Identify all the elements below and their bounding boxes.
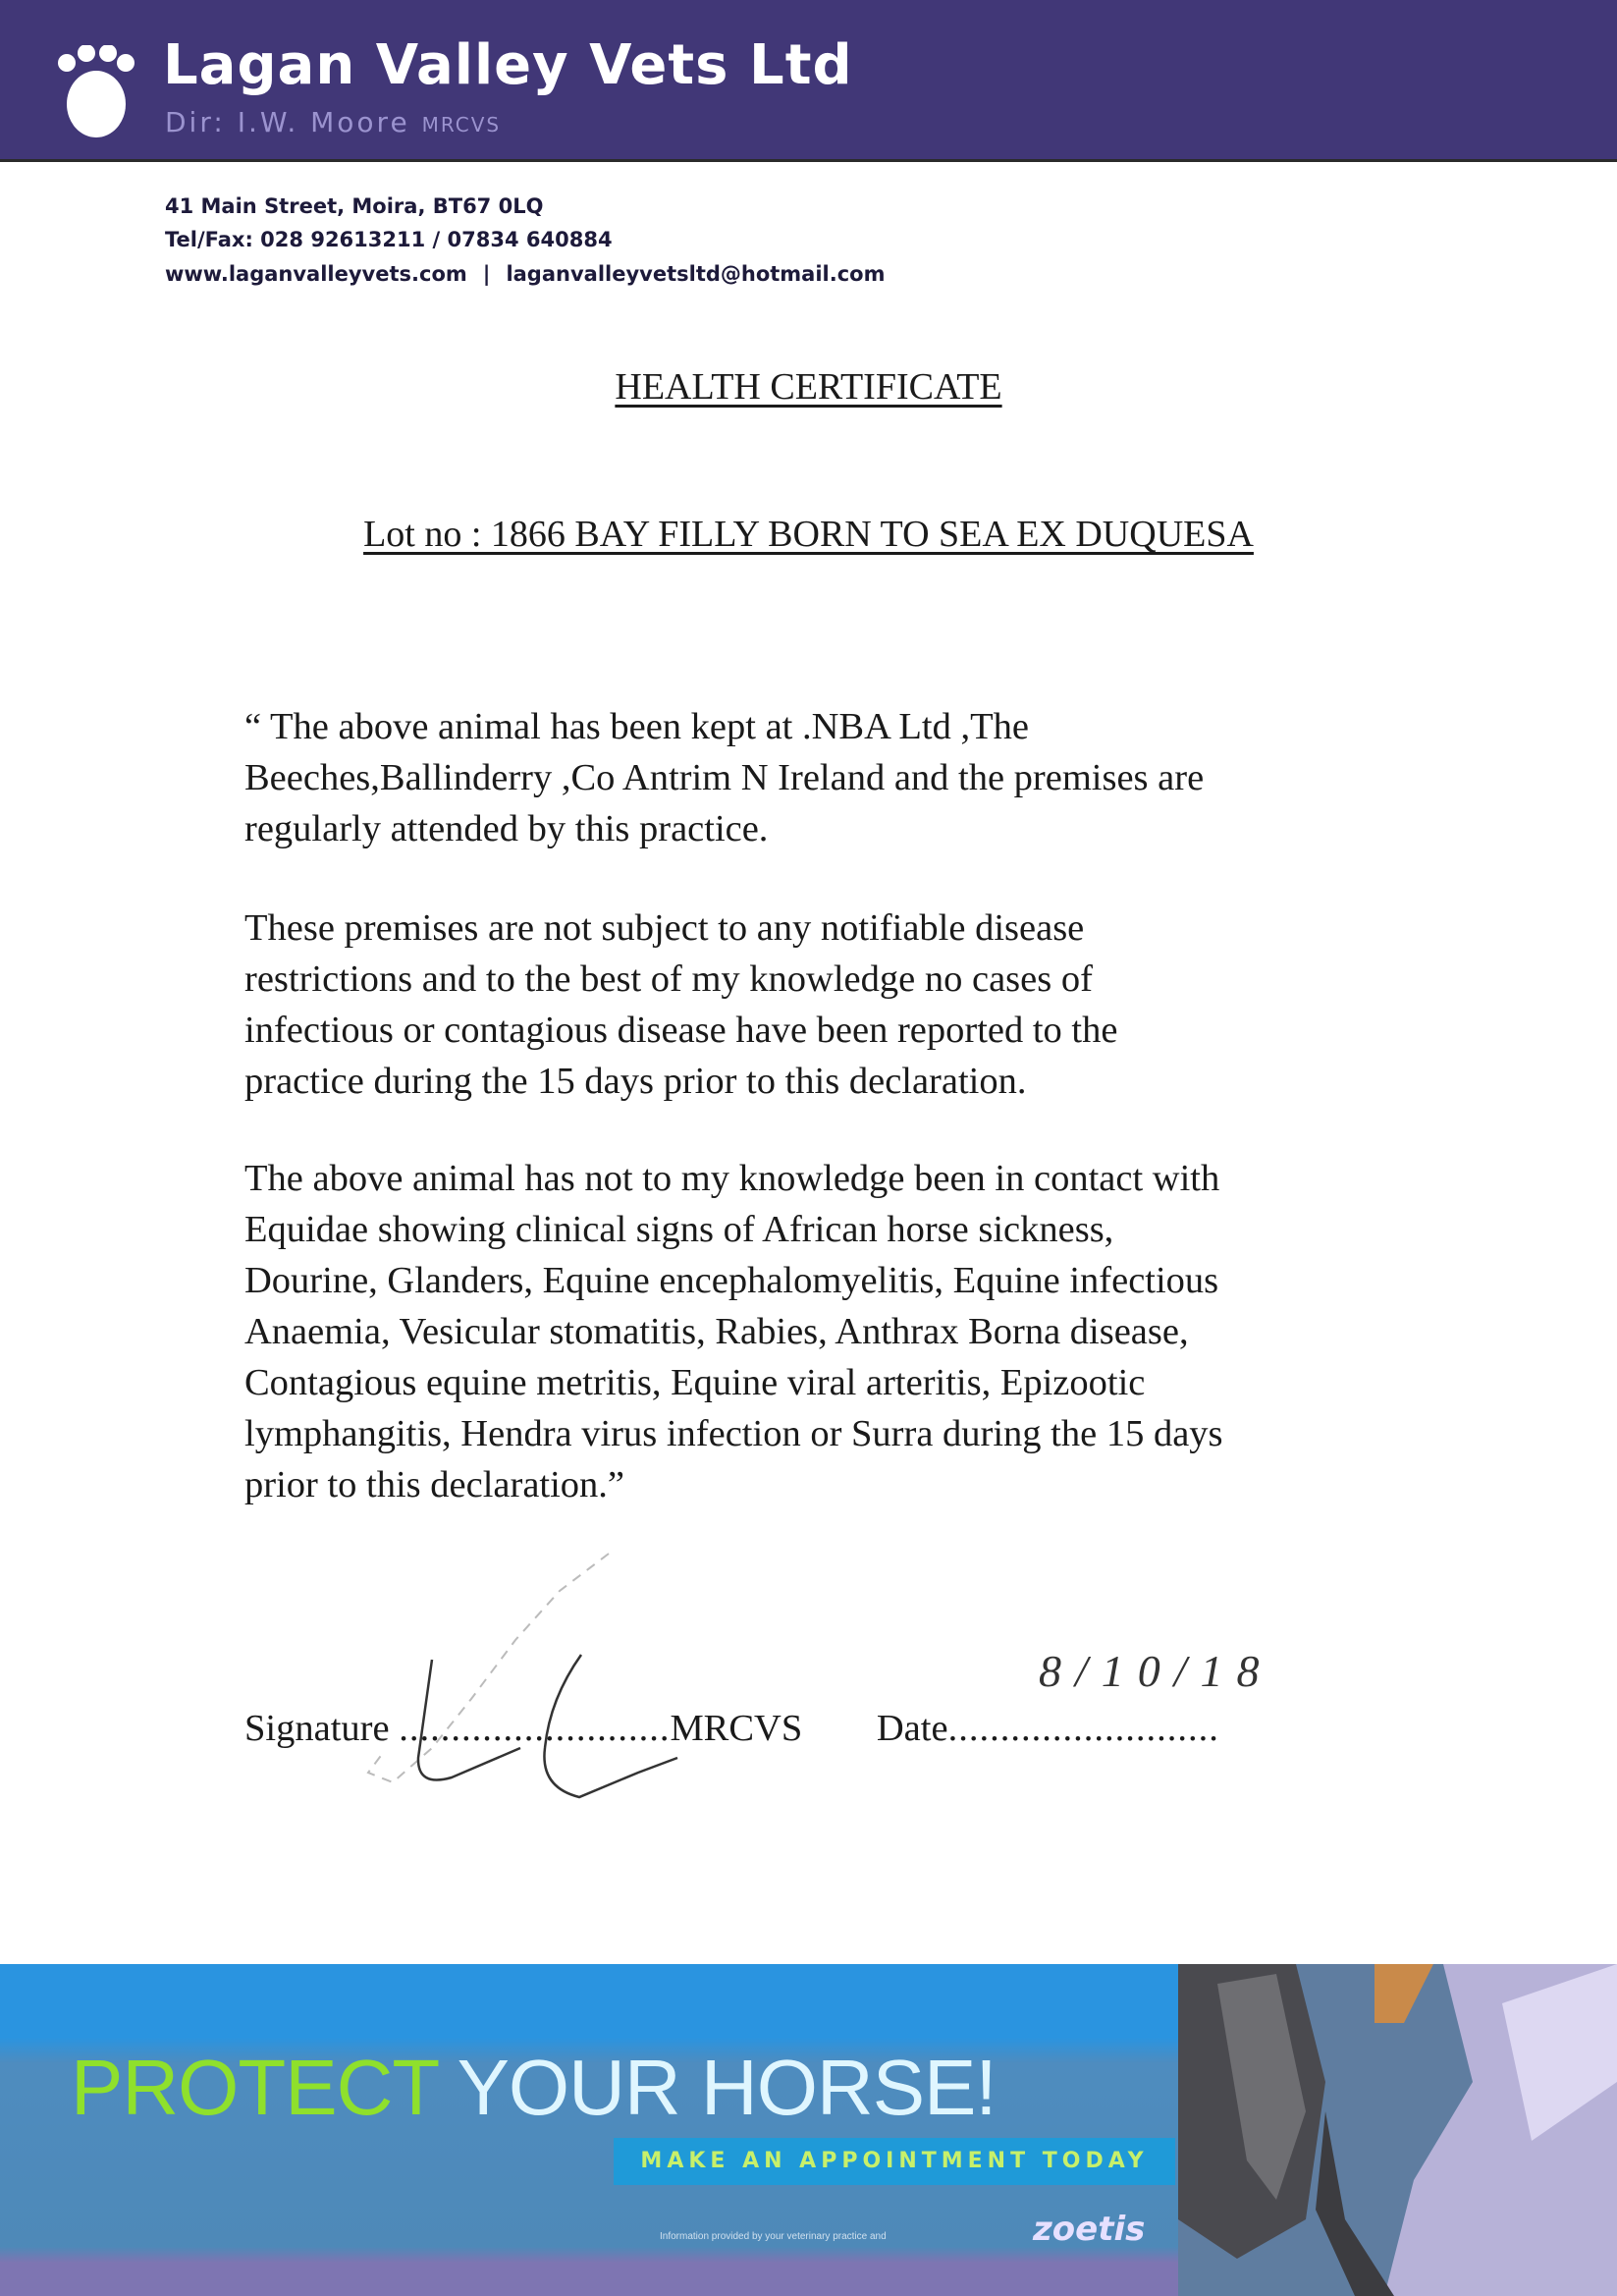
cta-text: MAKE AN APPOINTMENT TODAY — [640, 2149, 1149, 2173]
document-title: HEALTH CERTIFICATE — [615, 366, 1002, 408]
signature-dots: .......................... — [399, 1708, 671, 1749]
signature-suffix: MRCVS — [670, 1708, 803, 1749]
text-line: infectious or contagious disease have been reported to the — [244, 1010, 1118, 1051]
date-label: Date — [876, 1708, 948, 1749]
text-line: “ The above animal has been kept at .NBA Ltd ,The — [244, 706, 1029, 747]
paragraph-diseases — [244, 1153, 1423, 1510]
advertisement-banner — [0, 1964, 1617, 2296]
text-line: Equidae showing clinical signs of African horse sickness, — [244, 1209, 1114, 1250]
paragraph-premises — [244, 701, 1423, 854]
signature-label: Signature — [244, 1708, 390, 1749]
website-link[interactable]: www.laganvalleyvets.com — [165, 262, 467, 286]
lot-number: Lot no : 1866 BAY FILLY BORN TO SEA EX DUQUESA — [363, 514, 1254, 555]
director-line — [165, 106, 501, 138]
text-line: restrictions and to the best of my knowledge no cases of — [244, 958, 1093, 1000]
date-dots: .......................... — [947, 1708, 1219, 1749]
paw-print-logo-icon — [57, 45, 135, 139]
text-line: lymphangitis, Hendra virus infection or Surra during the 15 days — [244, 1413, 1223, 1454]
fine-print: Information provided by your veterinary practice and — [660, 2231, 887, 2242]
text-line: Beeches,Ballinderry ,Co Antrim N Ireland and the premises are — [244, 757, 1205, 798]
email-link[interactable]: laganvalleyvetsltd@hotmail.com — [506, 262, 886, 286]
handwritten-signature — [324, 1532, 874, 1817]
appointment-cta — [614, 2138, 1175, 2185]
zoetis-logo: zoetis — [1033, 2210, 1146, 2249]
horse-rider-photo — [1178, 1964, 1617, 2296]
text-line: practice during the 15 days prior to this declaration. — [244, 1061, 1027, 1102]
separator: | — [482, 262, 491, 286]
text-line: Contagious equine metritis, Equine viral arteritis, Epizootic — [244, 1362, 1146, 1403]
text-line: prior to this declaration.” — [244, 1464, 625, 1505]
banner-slogan — [71, 2044, 997, 2131]
slogan-your-horse: YOUR HORSE! — [457, 2044, 997, 2131]
director-qualification: MRCVS — [421, 113, 502, 137]
text-line: These premises are not subject to any notifiable disease — [244, 907, 1085, 949]
address: 41 Main Street, Moira, BT67 0LQ — [165, 194, 544, 218]
text-line: Dourine, Glanders, Equine encephalomyelitis, Equine infectious — [244, 1260, 1219, 1301]
director-name: Dir: I.W. Moore — [165, 106, 410, 138]
contact-links — [165, 262, 886, 286]
text-line: Anaemia, Vesicular stomatitis, Rabies, Anthrax Borna disease, — [244, 1311, 1189, 1352]
letterhead-banner — [0, 0, 1617, 162]
slogan-protect: PROTECT — [71, 2044, 438, 2131]
brand-name: Lagan Valley Vets Ltd — [163, 33, 853, 97]
paragraph-restrictions — [244, 902, 1423, 1107]
text-line: regularly attended by this practice. — [244, 808, 769, 849]
tel-fax: Tel/Fax: 028 92613211 / 07834 640884 — [165, 228, 613, 251]
handwritten-date: 8/10/18 — [1039, 1646, 1273, 1696]
text-line: The above animal has not to my knowledge been in contact with — [244, 1158, 1220, 1199]
